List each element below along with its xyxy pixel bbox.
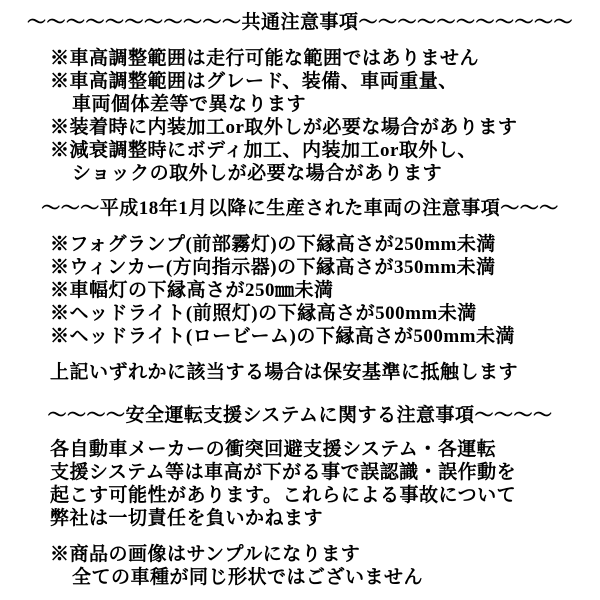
notice-line: ※ヘッドライト(ロービーム)の下縁高さが500mm未満 (50, 326, 515, 347)
section-header: ～～～平成18年1月以降に生産された車両の注意事項～～～ (41, 198, 559, 219)
notice-section (0, 11, 600, 185)
notice-line: 車両個体差等で異なります (72, 94, 307, 115)
notice-paragraph (0, 47, 600, 185)
section-header: ～～～～～～～～～～～共通注意事項～～～～～～～～～～～ (26, 12, 573, 33)
notice-line: 全ての車種が同じ形状ではございません (72, 567, 424, 588)
notice-paragraph (0, 438, 600, 530)
notice-line: ※装着時に内装加工or取外しが必要な場合があります (50, 117, 518, 138)
notice-line: ショックの取外しが必要な場合があります (72, 163, 443, 184)
notice-line: 支援システム等は車高が下がる事で誤認識・誤作動を (50, 462, 517, 483)
notice-line: 上記いずれかに該当する場合は保安基準に抵触します (50, 362, 519, 383)
notice-line: ※商品の画像はサンプルになります (50, 544, 361, 565)
notice-line: ※ウィンカー(方向指示器)の下縁高さが350mm未満 (50, 257, 496, 278)
notice-section (0, 197, 600, 384)
notice-line: 起こす可能性があります。これらによる事故について (50, 485, 517, 506)
notice-line: ※車幅灯の下縁高さが250㎜未満 (50, 280, 334, 301)
notice-line: 弊社は一切責任を負いかねます (50, 508, 324, 529)
notice-line: ※減衰調整時にボディ加工、内装加工or取外し、 (50, 140, 477, 161)
notice-paragraph (0, 543, 600, 589)
section-header: ～～～～安全運転支援システムに関する注意事項～～～～ (47, 405, 553, 426)
notice-line: 各自動車メーカーの衝突回避支援システム・各運転 (50, 439, 497, 460)
notice-line: ※車高調整範囲は走行可能な範囲ではありません (50, 48, 480, 69)
notice-paragraph (0, 361, 600, 384)
notice-line: ※車高調整範囲はグレード、装備、車両重量、 (50, 71, 458, 92)
notice-line: ※フォグランプ(前部霧灯)の下縁高さが250mm未満 (50, 234, 496, 255)
notice-line: ※ヘッドライト(前照灯)の下縁高さが500mm未満 (50, 303, 477, 324)
notice-paragraph (0, 233, 600, 348)
notice-section (0, 404, 600, 589)
